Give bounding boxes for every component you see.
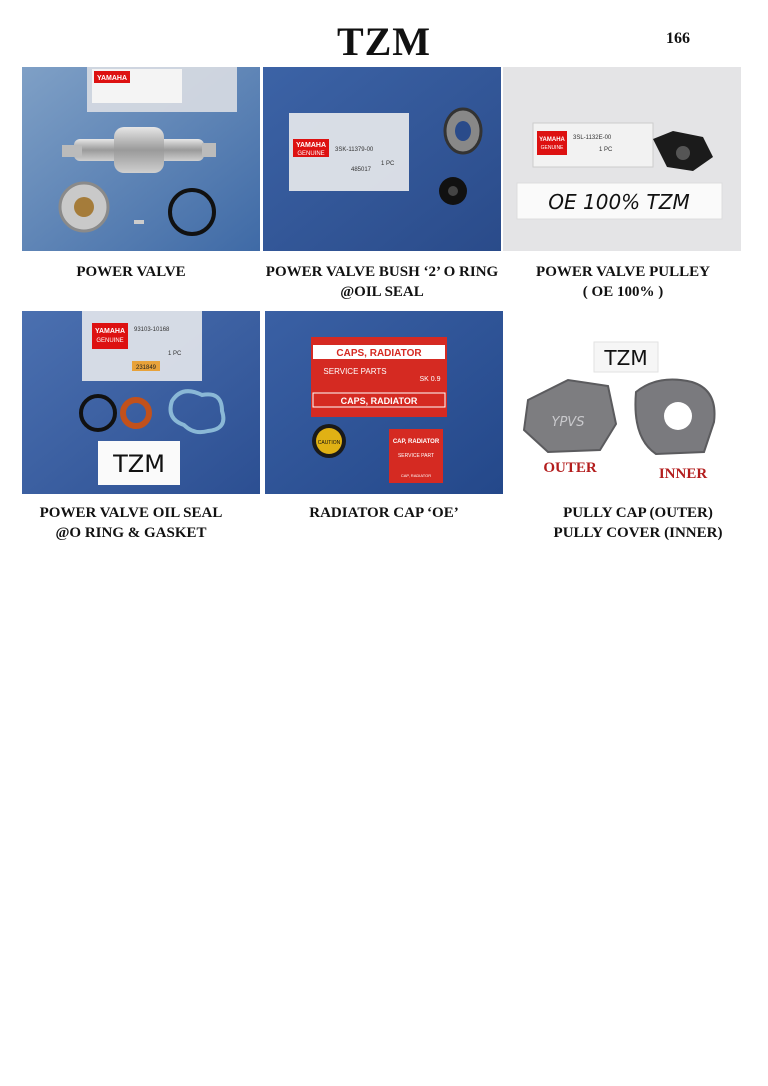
svg-text:231849: 231849 (135, 365, 157, 371)
svg-text:CAPS, RADIATOR: CAPS, RADIATOR (340, 396, 418, 406)
svg-text:CAP, RADIATOR: CAP, RADIATOR (392, 439, 440, 445)
svg-text:YAMAHA: YAMAHA (539, 137, 565, 143)
svg-text:OUTER: OUTER (543, 460, 597, 476)
svg-text:3SK-11379-00: 3SK-11379-00 (335, 147, 374, 153)
caption-power-valve-oil-seal: POWER VALVE OIL SEAL @O RING & GASKET (39, 505, 223, 541)
radiator-cap-photo (265, 311, 503, 494)
power-valve-bush-photo (263, 67, 501, 251)
svg-text:YPVS: YPVS (551, 415, 585, 430)
svg-text:CAP, RADIATOR: CAP, RADIATOR (400, 473, 432, 478)
svg-text:CAUTION: CAUTION (317, 440, 341, 446)
svg-text:GENUINE: GENUINE (297, 151, 325, 157)
svg-text:1 PC: 1 PC (599, 147, 613, 153)
svg-text:TZM: TZM (113, 450, 165, 478)
svg-text:3SL-1132E-00: 3SL-1132E-00 (573, 135, 612, 141)
svg-text:93103-10168: 93103-10168 (134, 327, 170, 333)
svg-text:1 PC: 1 PC (381, 161, 395, 167)
caption-power-valve-bush: POWER VALVE BUSH ‘2’ O RING @OIL SEAL (265, 264, 499, 300)
page-number: 166 (666, 30, 690, 47)
caption-power-valve-pulley: POWER VALVE PULLEY ( OE 100% ) (536, 264, 710, 300)
svg-text:SK 0.9: SK 0.9 (419, 376, 441, 383)
power-valve-photo (22, 67, 260, 251)
svg-text:CAPS, RADIATOR: CAPS, RADIATOR (336, 348, 422, 359)
caption-radiator-cap: RADIATOR CAP ‘OE’ (309, 505, 459, 521)
svg-text:OE 100% TZM: OE 100% TZM (548, 190, 690, 214)
power-valve-pulley-photo (503, 67, 741, 251)
svg-text:485017: 485017 (351, 167, 372, 173)
svg-text:GENUINE: GENUINE (96, 338, 124, 344)
caption-pully-cap: PULLY CAP (OUTER) PULLY COVER (INNER) (553, 505, 723, 541)
svg-text:YAMAHA: YAMAHA (96, 75, 128, 82)
pully-cap-photo (508, 330, 738, 490)
svg-text:SERVICE PART: SERVICE PART (397, 453, 435, 459)
svg-text:TZM: TZM (604, 346, 648, 370)
svg-text:SERVICE PARTS: SERVICE PARTS (323, 367, 387, 376)
svg-text:GENUINE: GENUINE (540, 145, 564, 151)
page-title: TZM (336, 19, 432, 64)
svg-text:INNER: INNER (658, 466, 708, 482)
svg-text:YAMAHA: YAMAHA (94, 328, 126, 335)
caption-power-valve: POWER VALVE (76, 264, 186, 280)
power-valve-oil-seal-photo (22, 311, 260, 494)
svg-text:1 PC: 1 PC (168, 351, 182, 357)
svg-text:YAMAHA: YAMAHA (295, 142, 327, 149)
